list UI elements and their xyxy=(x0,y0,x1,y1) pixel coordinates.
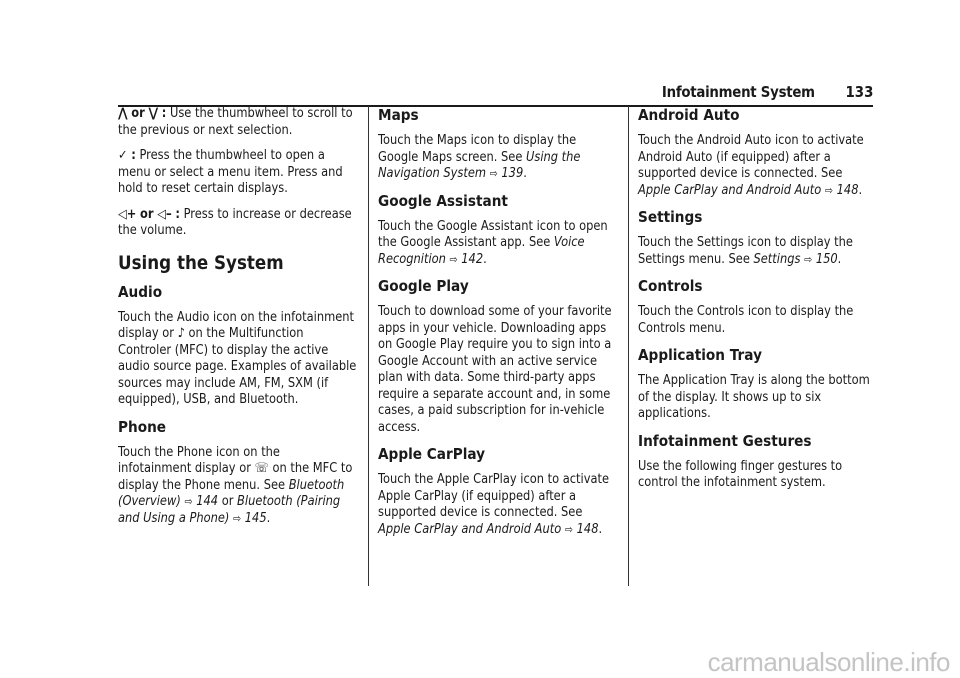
page-ref[interactable]: 139 xyxy=(501,166,524,181)
audio-text: Touch the Audio icon on the infotainment display or ♪ on the Multifunction Controler (MFC) to display the active audio source page. Examples of available sources may include AM, FM, SXM (if equipped), USB, and Bluetooth. xyxy=(118,309,357,407)
application-tray-heading: Application Tray xyxy=(638,346,762,364)
bluetooth-overview-link[interactable]: Bluetooth (Overview) xyxy=(118,477,345,509)
page-ref[interactable]: 150 xyxy=(815,251,838,267)
settings-link[interactable]: Settings xyxy=(753,251,801,267)
speaker-icon: ◁ xyxy=(118,206,127,222)
xref-icon: ⇨ xyxy=(489,167,498,180)
xref-icon: ⇨ xyxy=(564,522,574,536)
section-title: Infotainment System xyxy=(662,83,815,101)
navigation-link[interactable]: Using the Navigation System xyxy=(378,149,581,181)
controls-heading: Controls xyxy=(638,277,703,295)
music-note-icon: ♪ xyxy=(177,326,185,341)
settings-heading: Settings xyxy=(638,208,703,226)
using-system-heading: Using the System xyxy=(118,251,284,274)
column-3 xyxy=(638,106,876,501)
down-chevron-icon: ⋁ xyxy=(148,106,159,121)
watermark-text: carmanualsonline.info xyxy=(707,647,950,677)
infotainment-gestures-text: Use the following finger gestures to control the infotainment system. xyxy=(638,458,843,490)
xref-icon: ⇨ xyxy=(804,252,813,266)
google-assistant-heading: Google Assistant xyxy=(378,191,508,210)
carplay-android-link[interactable]: Apple CarPlay and Android Auto xyxy=(378,521,562,537)
apple-carplay-text: Touch the Apple CarPlay icon to activate Apple CarPlay (if equipped) after a supported device is connected. See Apple CarPlay and Android Auto ⇨ 148. xyxy=(378,472,610,537)
android-auto-text: Touch the Android Auto icon to activate Android Auto (if equipped) after a supported device is connected. See Apple CarPlay and Android Auto ⇨ 148. xyxy=(638,133,864,198)
audio-heading: Audio xyxy=(118,282,163,301)
page-number: 133 xyxy=(845,83,873,101)
infotainment-gestures-heading: Infotainment Gestures xyxy=(638,431,812,450)
up-chevron-icon: ⋀ xyxy=(118,106,128,121)
column-2 xyxy=(378,106,616,547)
phone-text: Touch the Phone icon on the infotainment display or ☏ on the MFC to display the Phone menu. See Bluetooth (Overview) ⇨ 144 or Bluetooth (Pairing and Using a Phone) ⇨ 145. xyxy=(118,444,353,526)
page-ref[interactable]: 144 xyxy=(196,494,219,509)
scroll-instruction: ⋀ or ⋁ : Use the thumbwheel to scroll to the previous or next selection. xyxy=(118,106,353,138)
google-assistant-text: Touch the Google Assistant icon to open the Google Assistant app. See Voice Recognition ⇨ 142. xyxy=(378,218,608,267)
page-ref[interactable]: 148 xyxy=(576,521,599,537)
column-divider xyxy=(628,106,629,586)
page-ref[interactable]: 148 xyxy=(836,182,859,198)
page-ref[interactable]: 142 xyxy=(461,251,484,267)
phone-icon: ☏ xyxy=(254,461,269,476)
page-ref[interactable]: 145 xyxy=(244,510,267,526)
apple-carplay-heading: Apple CarPlay xyxy=(378,445,486,463)
controls-text: Touch the Controls icon to display the Controls menu. xyxy=(638,304,854,336)
xref-icon: ⇨ xyxy=(184,495,193,508)
google-play-text: Touch to download some of your favorite apps in your vehicle. Downloading apps on Google Play require you to sign into a Google Account with an active service plan with data. Some third-party apps require a separate account and, in some cases, a paid subscription for in-vehicle access. xyxy=(378,304,612,435)
phone-heading: Phone xyxy=(118,417,167,436)
xref-icon: ⇨ xyxy=(449,252,458,266)
settings-text: Touch the Settings icon to display the Settings menu. See Settings ⇨ 150. xyxy=(638,235,853,267)
press-instruction: ✓ : Press the thumbwheel to open a menu or select a menu item. Press and hold to reset certain displays. xyxy=(118,148,343,196)
google-play-heading: Google Play xyxy=(378,277,469,295)
voice-recognition-link[interactable]: Voice Recognition xyxy=(378,235,585,267)
xref-icon: ⇨ xyxy=(824,183,834,197)
android-auto-heading: Android Auto xyxy=(638,106,740,124)
carplay-android-link[interactable]: Apple CarPlay and Android Auto xyxy=(638,182,822,198)
check-icon: ✓ xyxy=(118,148,128,163)
maps-text: Touch the Maps icon to display the Google Maps screen. See Using the Navigation System ⇨ 139. xyxy=(378,133,581,181)
maps-heading: Maps xyxy=(378,106,419,124)
xref-icon: ⇨ xyxy=(233,511,242,525)
speaker-icon: ◁ xyxy=(157,206,166,222)
bluetooth-pairing-link[interactable]: Bluetooth (Pairing and Using a Phone) xyxy=(118,494,341,526)
volume-instruction: ◁+ or ◁– : Press to increase or decrease the volume. xyxy=(118,206,352,238)
application-tray-text: The Application Tray is along the bottom of the display. It shows up to six applications. xyxy=(638,373,870,421)
column-divider xyxy=(368,106,369,586)
column-1 xyxy=(118,106,356,536)
